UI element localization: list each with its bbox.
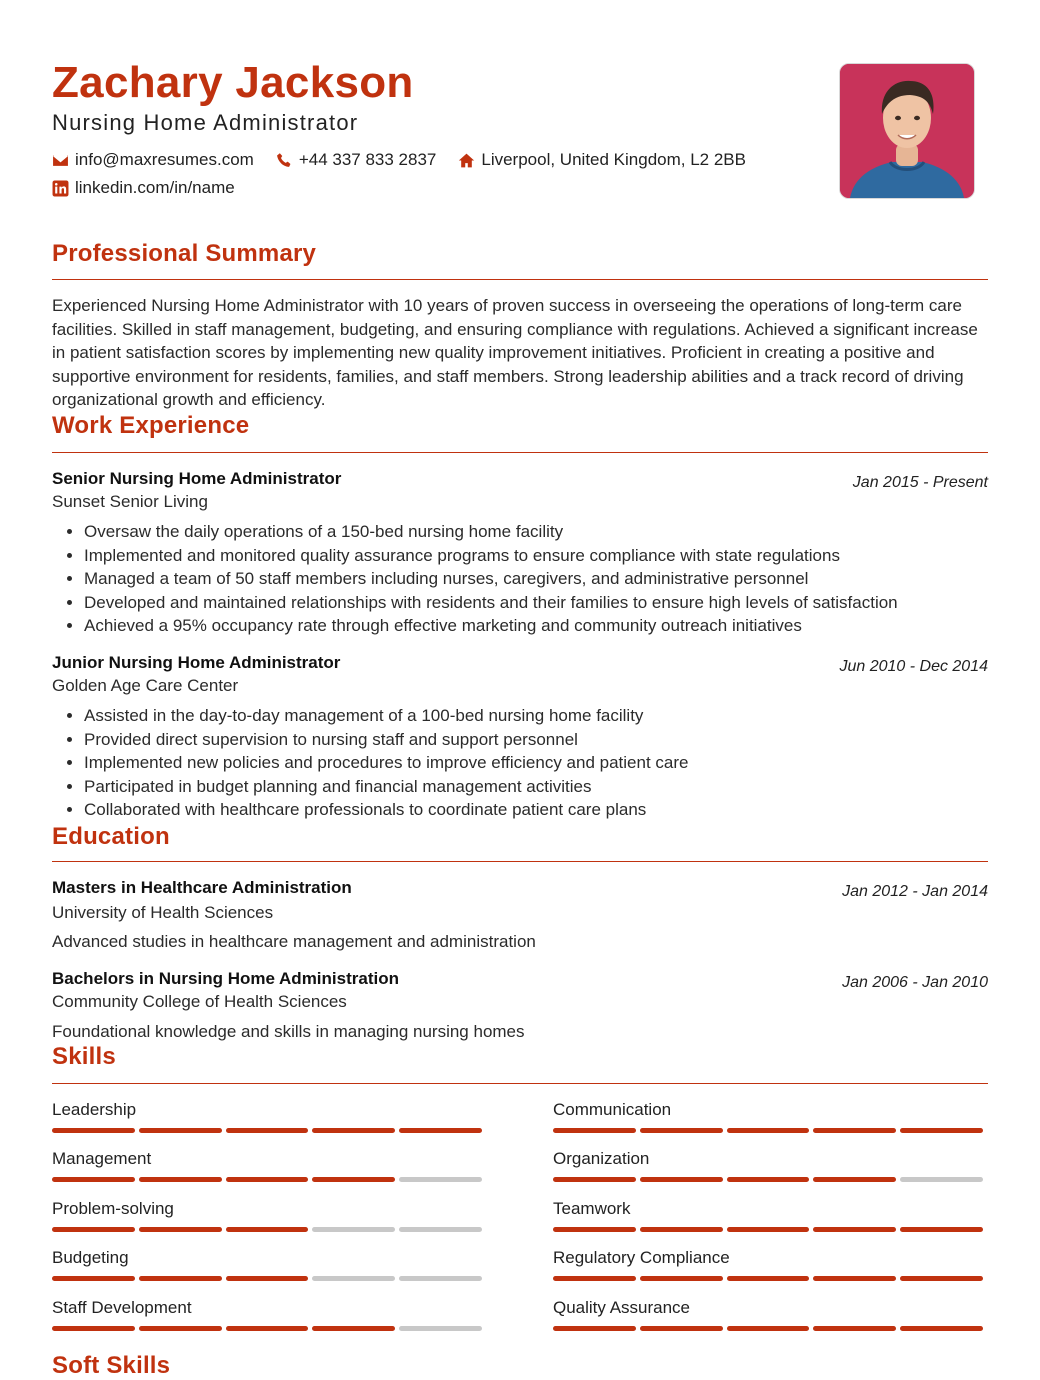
rating-segment-filled (52, 1128, 135, 1133)
rating-segment-filled (640, 1276, 723, 1281)
skill-rating-bar (52, 1128, 486, 1133)
skill-rating-bar (553, 1128, 987, 1133)
skill-item (52, 1099, 486, 1133)
skill-label: Teamwork (553, 1199, 631, 1218)
skill-item (52, 1297, 486, 1331)
school-name: Community College of Health Sciences (52, 992, 347, 1011)
skill-item (553, 1198, 987, 1232)
degree-description: Foundational knowledge and skills in managing nursing homes (52, 1022, 525, 1041)
contact-phone[interactable] (276, 149, 437, 171)
skill-item (553, 1247, 987, 1281)
skills-divider (52, 1083, 988, 1084)
soft-skills-heading: Soft Skills (52, 1352, 171, 1379)
rating-segment-filled (553, 1326, 636, 1331)
list-item: • Implemented new policies and procedures to improve efficiency and patient care (84, 751, 688, 775)
rating-segment-empty (399, 1276, 482, 1281)
list-item: • Provided direct supervision to nursing staff and support personnel (84, 728, 688, 752)
skill-label: Problem-solving (52, 1199, 174, 1218)
rating-segment-filled (52, 1177, 135, 1182)
experience-heading: Work Experience (52, 412, 250, 439)
school-name: University of Health Sciences (52, 903, 274, 922)
portrait-image (840, 64, 974, 198)
skill-rating-bar (52, 1227, 486, 1232)
skill-item (52, 1198, 486, 1232)
degree-dates: Jan 2012 - Jan 2014 (842, 883, 988, 900)
skill-label: Leadership (52, 1100, 137, 1119)
summary-divider (52, 279, 988, 280)
skill-item (553, 1099, 987, 1133)
rating-segment-filled (226, 1227, 309, 1232)
list-item: • Collaborated with healthcare professionals to coordinate patient care plans (84, 798, 688, 822)
skill-label: Quality Assurance (553, 1298, 691, 1317)
skill-label: Organization (553, 1149, 650, 1168)
skill-label: Staff Development (52, 1298, 192, 1317)
skill-rating-bar (553, 1276, 987, 1281)
rating-segment-filled (900, 1227, 983, 1232)
skill-item (553, 1297, 987, 1331)
skills-heading: Skills (52, 1043, 116, 1070)
rating-segment-filled (727, 1177, 810, 1182)
skill-rating-bar (52, 1276, 486, 1281)
rating-segment-empty (312, 1276, 395, 1281)
degree-title: Masters in Healthcare Administration (52, 878, 352, 897)
contact-email[interactable] (52, 149, 254, 171)
skill-item (553, 1148, 987, 1182)
rating-segment-filled (312, 1177, 395, 1182)
rating-segment-filled (900, 1326, 983, 1331)
contact-linkedin-text: linkedin.com/in/name (75, 178, 235, 197)
home-icon (458, 152, 475, 169)
skill-label: Management (52, 1149, 152, 1168)
rating-segment-empty (399, 1177, 482, 1182)
contact-row (52, 149, 768, 171)
skill-label: Regulatory Compliance (553, 1248, 730, 1267)
rating-segment-filled (727, 1227, 810, 1232)
candidate-name: Zachary Jackson (52, 58, 414, 107)
rating-segment-filled (52, 1276, 135, 1281)
degree-title: Bachelors in Nursing Home Administration (52, 969, 399, 988)
phone-icon (276, 152, 293, 169)
candidate-role: Nursing Home Administrator (52, 110, 359, 135)
list-item: • Implemented and monitored quality assurance programs to ensure compliance with state regulations (84, 544, 898, 568)
rating-segment-filled (727, 1128, 810, 1133)
list-item: • Participated in budget planning and financial management activities (84, 775, 688, 799)
list-item: • Managed a team of 50 staff members including nurses, caregivers, and administrative personnel (84, 567, 898, 591)
skill-label: Communication (553, 1100, 672, 1119)
skill-rating-bar (52, 1177, 486, 1182)
rating-segment-filled (813, 1227, 896, 1232)
job-bullets (52, 520, 898, 638)
rating-segment-filled (813, 1276, 896, 1281)
rating-segment-filled (640, 1326, 723, 1331)
rating-segment-filled (813, 1177, 896, 1182)
contact-email-text: info@maxresumes.com (75, 150, 254, 169)
summary-text: Experienced Nursing Home Administrator with 10 years of proven success in overseeing the operations of long-term care facilities. Skilled in staff management, budgeting, and ensuring compliance with regulations. Achieved a significant increase in patient satisfaction scores by implementing new quality improvement initiatives. Proficient in creating a positive and supportive environment for residents, families, and staff members. Strong leadership abilities and a track record of driving organizational growth and efficiency. (52, 296, 978, 410)
list-item: • Developed and maintained relationships with residents and their families to ensure high levels of satisfaction (84, 591, 898, 615)
job-title: Senior Nursing Home Administrator (52, 469, 342, 488)
rating-segment-filled (52, 1326, 135, 1331)
education-divider (52, 861, 988, 862)
rating-segment-filled (813, 1326, 896, 1331)
job-dates: Jan 2015 - Present (852, 474, 988, 491)
rating-segment-filled (226, 1276, 309, 1281)
job-bullets (52, 704, 688, 822)
rating-segment-filled (52, 1227, 135, 1232)
profile-photo (839, 63, 975, 199)
rating-segment-filled (727, 1276, 810, 1281)
skill-rating-bar (553, 1326, 987, 1331)
rating-segment-filled (312, 1326, 395, 1331)
rating-segment-filled (553, 1227, 636, 1232)
job-organization: Golden Age Care Center (52, 676, 239, 695)
list-item: • Assisted in the day-to-day management of a 100-bed nursing home facility (84, 704, 688, 728)
rating-segment-filled (139, 1177, 222, 1182)
rating-segment-filled (640, 1177, 723, 1182)
rating-segment-filled (727, 1326, 810, 1331)
rating-segment-filled (226, 1326, 309, 1331)
rating-segment-filled (139, 1276, 222, 1281)
degree-description: Advanced studies in healthcare management and administration (52, 932, 536, 951)
rating-segment-filled (553, 1128, 636, 1133)
experience-divider (52, 452, 988, 453)
job-organization: Sunset Senior Living (52, 492, 208, 511)
skill-item (52, 1148, 486, 1182)
contact-row-2 (52, 177, 257, 199)
list-item: • Oversaw the daily operations of a 150-bed nursing home facility (84, 520, 898, 544)
rating-segment-filled (139, 1128, 222, 1133)
rating-segment-filled (553, 1276, 636, 1281)
degree-dates: Jan 2006 - Jan 2010 (842, 974, 988, 991)
skill-rating-bar (52, 1326, 486, 1331)
contact-phone-text: +44 337 833 2837 (298, 150, 437, 169)
job-title: Junior Nursing Home Administrator (52, 653, 341, 672)
envelope-icon (52, 152, 69, 169)
skill-rating-bar (553, 1177, 987, 1182)
rating-segment-filled (399, 1128, 482, 1133)
rating-segment-empty (399, 1326, 482, 1331)
contact-linkedin[interactable] (52, 177, 235, 199)
rating-segment-filled (226, 1177, 309, 1182)
contact-location-text: Liverpool, United Kingdom, L2 2BB (481, 150, 746, 169)
linkedin-icon (52, 180, 69, 197)
rating-segment-empty (900, 1177, 983, 1182)
rating-segment-filled (312, 1128, 395, 1133)
rating-segment-empty (312, 1227, 395, 1232)
rating-segment-filled (139, 1227, 222, 1232)
rating-segment-filled (900, 1128, 983, 1133)
skill-item (52, 1247, 486, 1281)
rating-segment-filled (640, 1128, 723, 1133)
rating-segment-filled (139, 1326, 222, 1331)
summary-heading: Professional Summary (52, 240, 317, 267)
rating-segment-filled (813, 1128, 896, 1133)
rating-segment-filled (640, 1227, 723, 1232)
job-dates: Jun 2010 - Dec 2014 (839, 658, 988, 675)
list-item: • Achieved a 95% occupancy rate through effective marketing and community outreach initiatives (84, 614, 898, 638)
education-heading: Education (52, 823, 170, 850)
rating-segment-filled (226, 1128, 309, 1133)
rating-segment-empty (399, 1227, 482, 1232)
contact-location (458, 149, 746, 171)
skill-label: Budgeting (52, 1248, 129, 1267)
rating-segment-filled (900, 1276, 983, 1281)
skill-rating-bar (553, 1227, 987, 1232)
rating-segment-filled (553, 1177, 636, 1182)
